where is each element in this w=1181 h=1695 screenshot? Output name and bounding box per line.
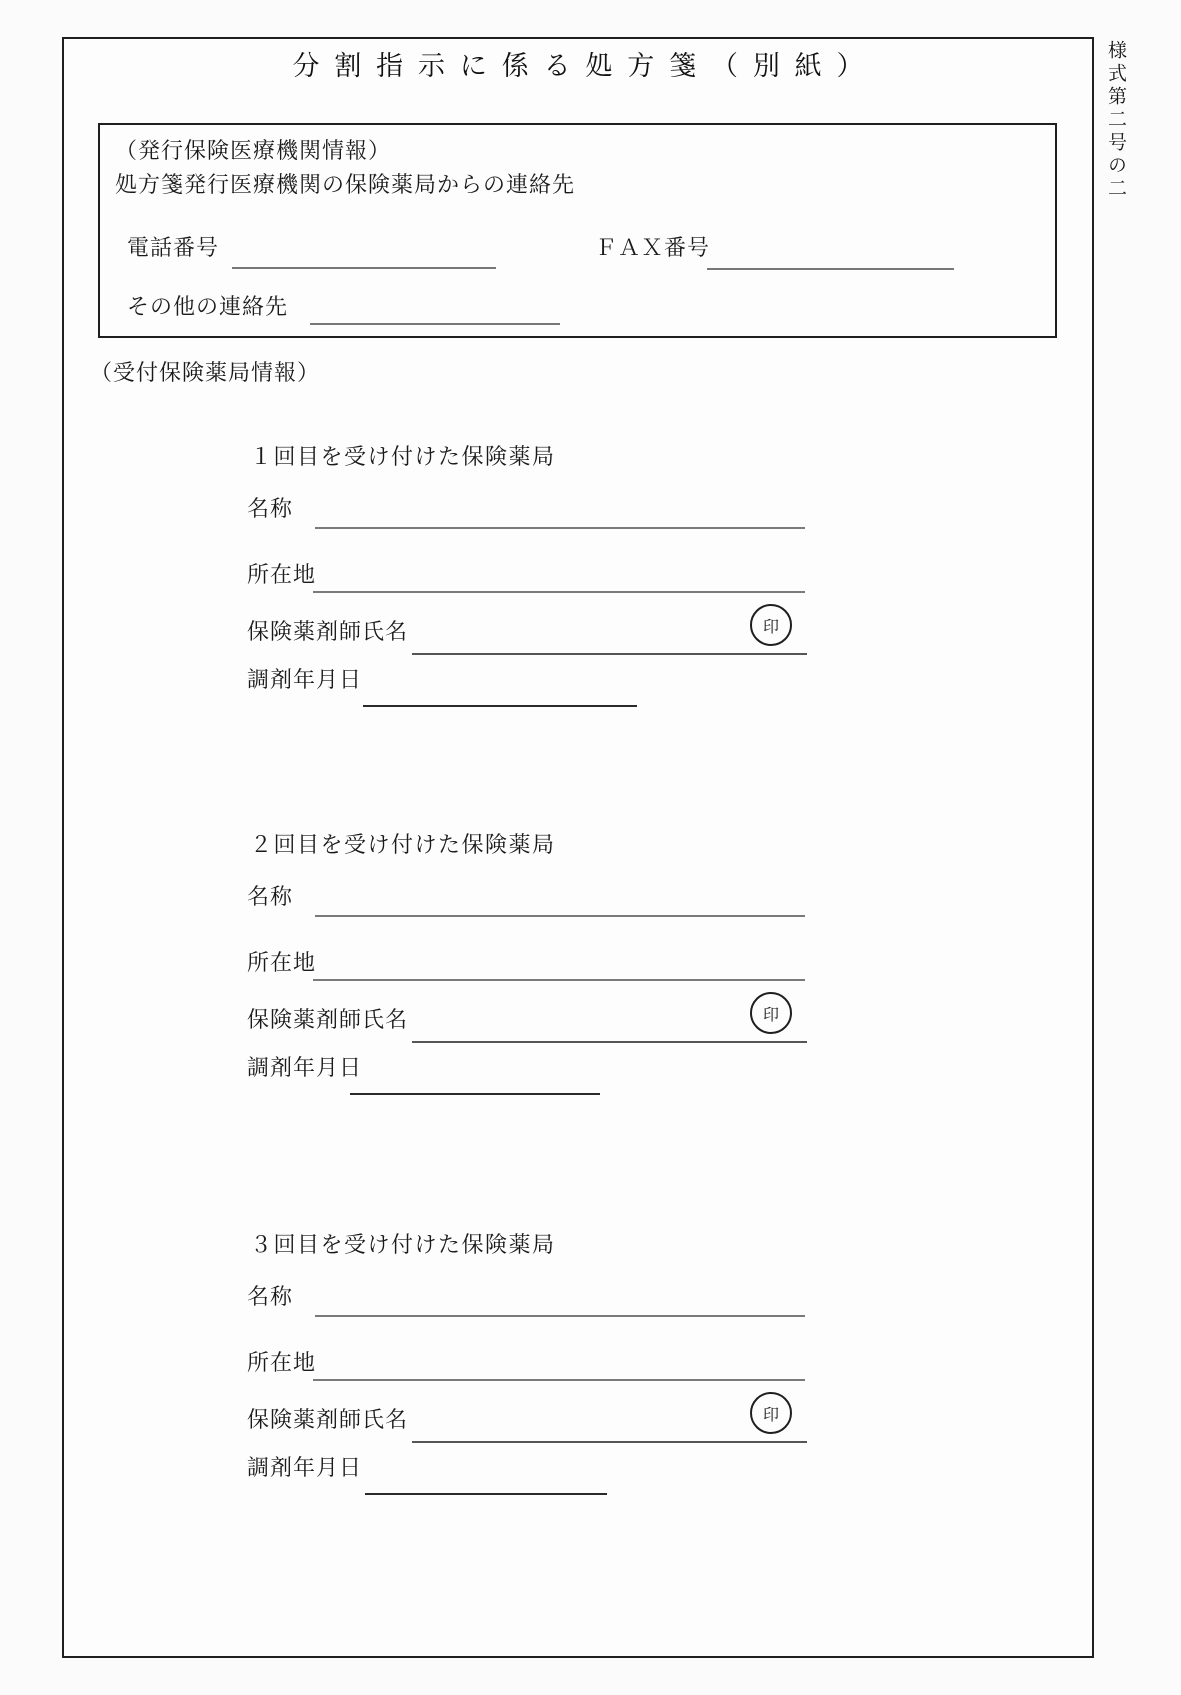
phone-number-field[interactable]: [232, 243, 496, 269]
pharmacy-2-address-label: 所在地: [247, 950, 317, 975]
receiving-pharmacy-info-heading: （受付保険薬局情報）: [90, 360, 321, 385]
pharmacy-1-pharmacist-label: 保険薬剤師氏名: [247, 619, 409, 644]
pharmacy-1-name-field[interactable]: [315, 503, 805, 529]
pharmacy-3-heading: ３回目を受け付けた保険薬局: [250, 1232, 556, 1257]
pharmacy-2-name-label: 名称: [247, 884, 294, 909]
pharmacy-3-pharmacist-field[interactable]: [412, 1417, 807, 1443]
pharmacy-2-dispensing-date-field[interactable]: [350, 1069, 600, 1095]
pharmacy-2-pharmacist-label: 保険薬剤師氏名: [247, 1007, 409, 1032]
pharmacy-3-name-label: 名称: [247, 1284, 294, 1309]
pharmacy-3-seal-stamp-area: 印: [750, 1392, 792, 1434]
pharmacy-2-seal-stamp-area: 印: [750, 992, 792, 1034]
form-title: 分割指示に係る処方箋（別紙）: [292, 51, 879, 81]
pharmacy-2-pharmacist-field[interactable]: [412, 1017, 807, 1043]
form-number-side-label: 様式第二号の二: [1105, 40, 1126, 201]
pharmacy-3-dispensing-date-field[interactable]: [365, 1469, 607, 1495]
pharmacy-2-dispensing-date-label: 調剤年月日: [247, 1055, 363, 1080]
pharmacy-1-name-label: 名称: [247, 496, 294, 521]
pharmacy-1-dispensing-date-label: 調剤年月日: [247, 667, 363, 692]
pharmacy-1-dispensing-date-field[interactable]: [363, 681, 637, 707]
pharmacy-1-seal-stamp-area: 印: [750, 604, 792, 646]
pharmacy-1-address-label: 所在地: [247, 562, 317, 587]
phone-number-label: 電話番号: [127, 235, 220, 260]
pharmacy-3-address-field[interactable]: [313, 1355, 805, 1381]
pharmacy-3-pharmacist-label: 保険薬剤師氏名: [247, 1407, 409, 1432]
pharmacy-2-heading: ２回目を受け付けた保険薬局: [250, 832, 556, 857]
pharmacy-2-address-field[interactable]: [313, 955, 805, 981]
pharmacy-1-heading: １回目を受け付けた保険薬局: [250, 444, 556, 469]
issuer-info-box: [98, 123, 1057, 338]
issuer-box-subheading: 処方箋発行医療機関の保険薬局からの連絡先: [115, 172, 576, 197]
pharmacy-3-name-field[interactable]: [315, 1291, 805, 1317]
fax-number-label: ＦＡＸ番号: [595, 235, 711, 260]
pharmacy-3-address-label: 所在地: [247, 1350, 317, 1375]
issuer-box-heading: （発行保険医療機関情報）: [115, 138, 392, 163]
fax-number-field[interactable]: [707, 244, 954, 270]
pharmacy-3-dispensing-date-label: 調剤年月日: [247, 1455, 363, 1480]
pharmacy-1-pharmacist-field[interactable]: [412, 629, 807, 655]
pharmacy-1-address-field[interactable]: [313, 567, 805, 593]
pharmacy-2-name-field[interactable]: [315, 891, 805, 917]
pharmacy-section-1: [0, 440, 1181, 740]
pharmacy-section-2: [0, 828, 1181, 1128]
other-contact-field[interactable]: [310, 299, 560, 325]
pharmacy-section-3: [0, 1228, 1181, 1528]
other-contact-label: その他の連絡先: [127, 294, 289, 319]
